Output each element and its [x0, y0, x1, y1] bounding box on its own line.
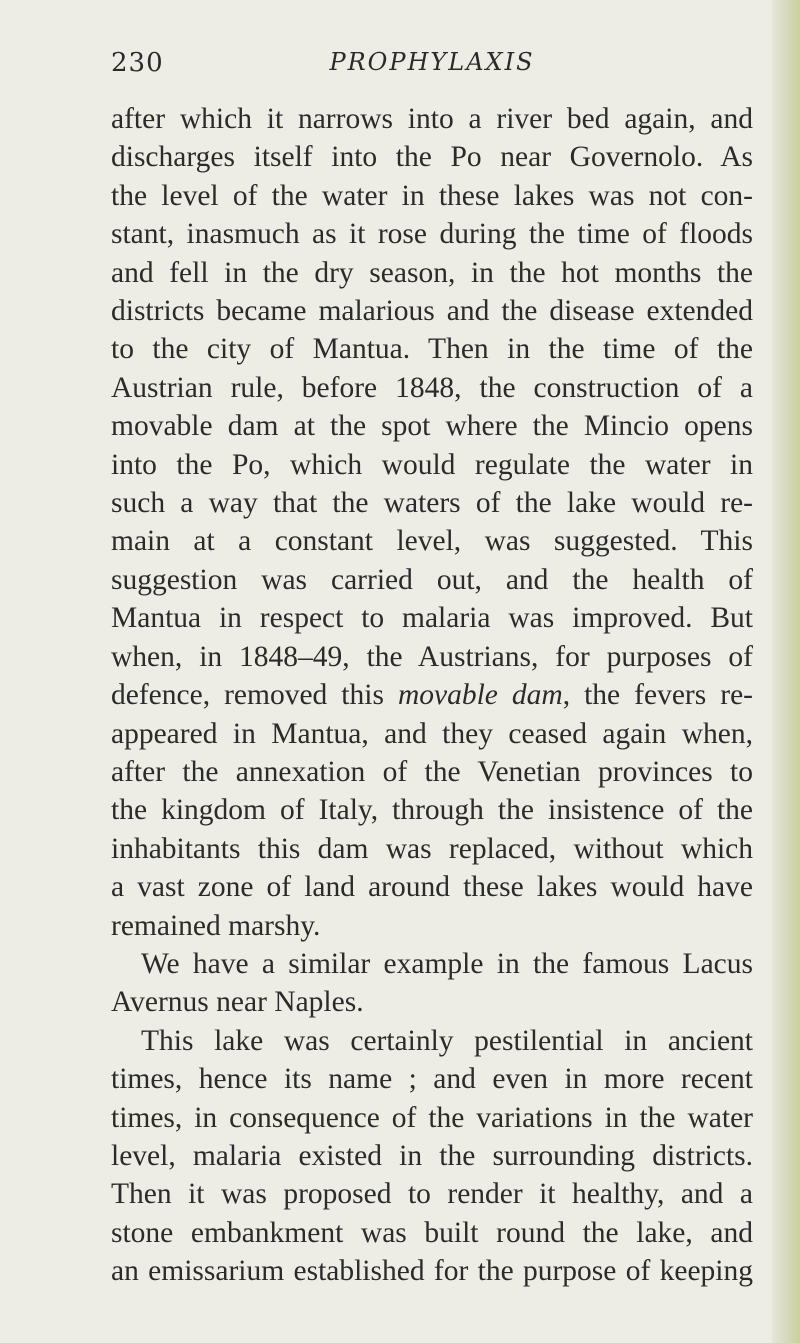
text-line: level, malaria existed in the surrounding districts.	[111, 1139, 753, 1172]
text-line: We have a similar example in the famous Lacus	[141, 947, 753, 980]
text-line: Austrian rule, before 1848, the construction of a	[111, 371, 753, 404]
paragraph	[111, 100, 753, 945]
text-line: after the annexation of the Venetian provinces to	[111, 755, 753, 788]
text-line: a vast zone of land around these lakes would have	[111, 871, 753, 904]
text-line: times, hence its name ; and even in more recent	[111, 1063, 753, 1096]
text-line: and fell in the dry season, in the hot months the	[111, 256, 753, 289]
text-line: the kingdom of Italy, through the insistence of the	[111, 794, 753, 827]
page-header	[111, 48, 753, 88]
text-line: when, in 1848–49, the Austrians, for purposes of	[111, 640, 753, 673]
text-line: times, in consequence of the variations in the water	[111, 1101, 753, 1134]
text-line: stant, inasmuch as it rose during the time of floods	[111, 218, 753, 251]
paragraph	[111, 1022, 753, 1291]
text-line: movable dam at the spot where the Mincio opens	[111, 410, 753, 443]
text-line: This lake was certainly pestilential in ancient	[141, 1024, 753, 1057]
text-line: such a way that the waters of the lake would re-	[111, 487, 753, 520]
paragraph	[111, 945, 753, 1022]
text-line: Avernus near Naples.	[111, 986, 364, 1019]
text-line: districts became malarious and the disease extended	[111, 295, 753, 328]
text-line: discharges itself into the Po near Governolo. As	[111, 141, 753, 174]
text-line: inhabitants this dam was replaced, without which	[111, 832, 753, 865]
body-text	[111, 100, 753, 1291]
text-line: the level of the water in these lakes was not con-	[111, 179, 753, 212]
text-line: to the city of Mantua. Then in the time of the	[111, 333, 753, 366]
text-line: stone embankment was built round the lake, and	[111, 1216, 753, 1249]
text-line: appeared in Mantua, and they ceased again when,	[111, 717, 753, 750]
running-head: PROPHYLAXIS	[329, 48, 535, 76]
text-line: Then it was proposed to render it healthy, and a	[111, 1178, 753, 1211]
text-line: suggestion was carried out, and the health of	[111, 563, 753, 596]
text-line: into the Po, which would regulate the water in	[111, 448, 753, 481]
text-line: after which it narrows into a river bed again, and	[111, 103, 753, 135]
text-line: defence, removed this movable dam, the fevers re-	[111, 679, 753, 712]
text-line: an emissarium established for the purpose of keeping	[111, 1255, 753, 1288]
text-line: Mantua in respect to malaria was improved. But	[111, 602, 753, 635]
text-line: main at a constant level, was suggested. This	[111, 525, 753, 558]
page-edge-shadow	[772, 0, 800, 1343]
page-number: 230	[111, 48, 164, 78]
text-line: remained marshy.	[111, 909, 321, 942]
